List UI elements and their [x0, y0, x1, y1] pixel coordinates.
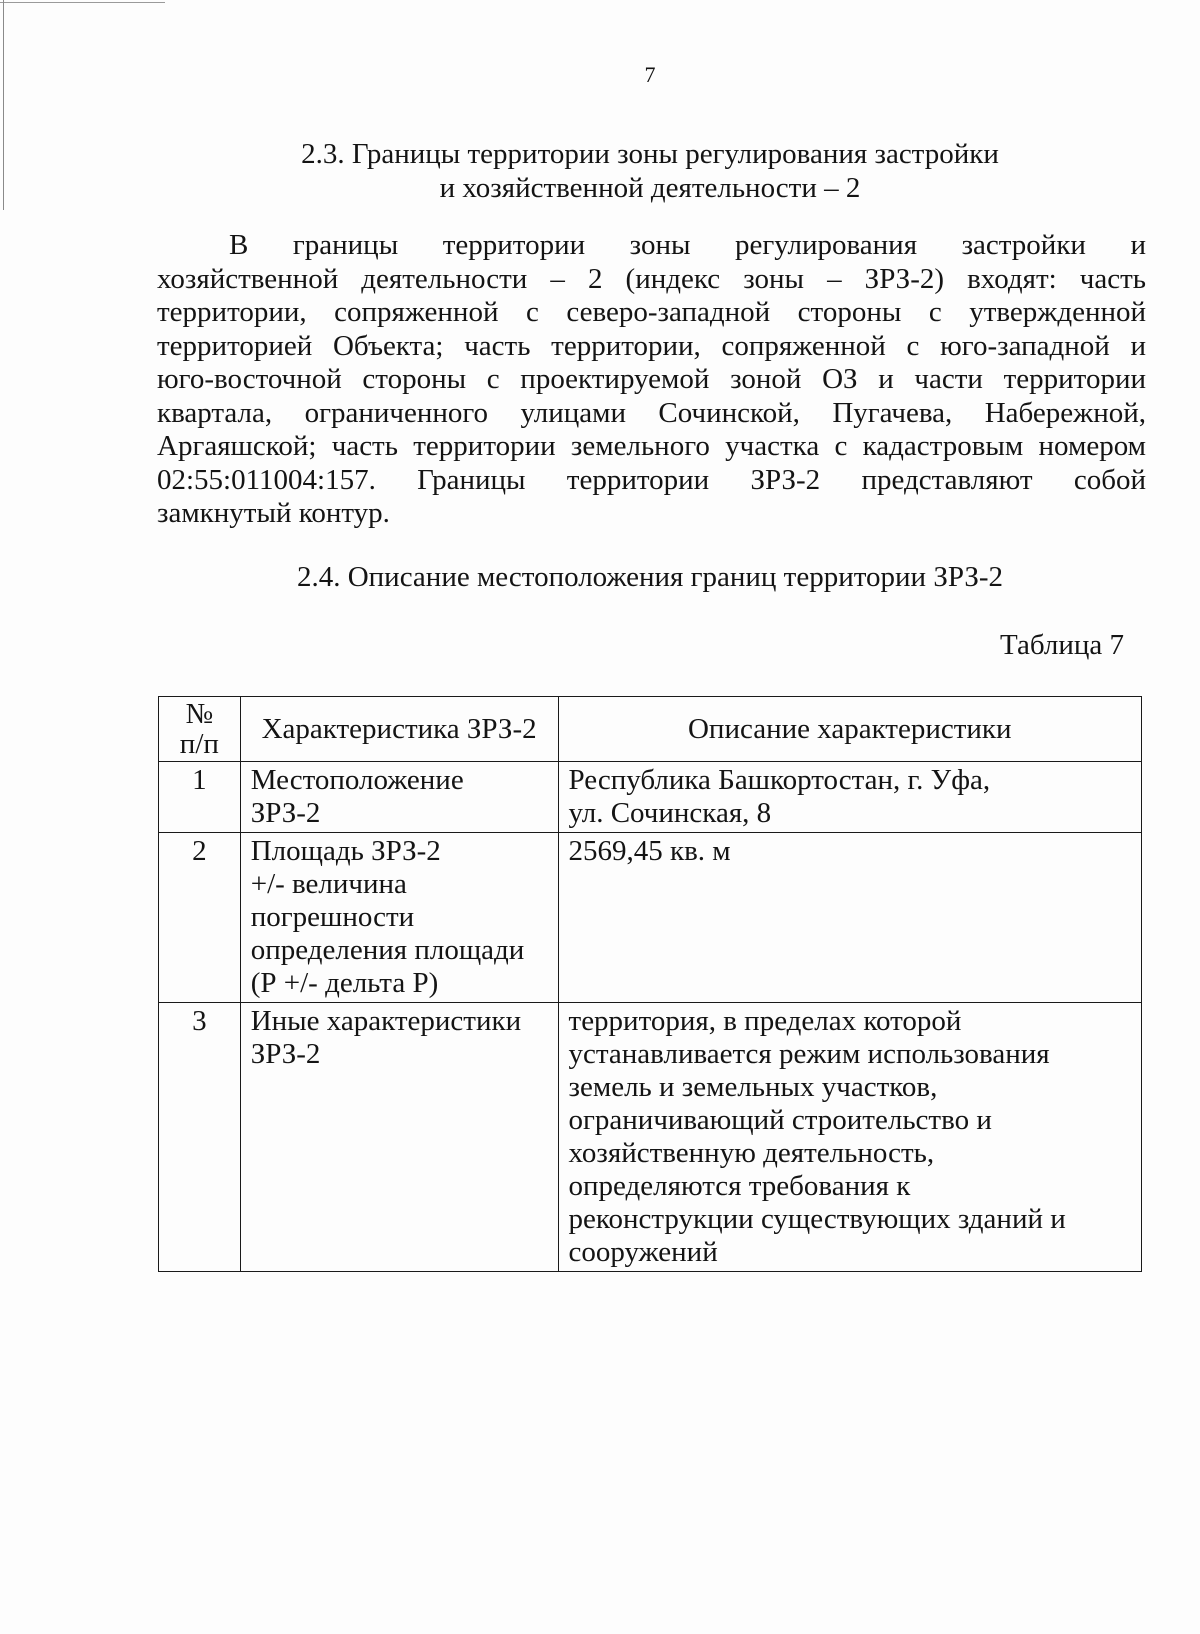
header-description: Описание характеристики [558, 697, 1141, 762]
row-number: 3 [159, 1003, 241, 1272]
paragraph-line: В границы территории зоны регулирования застройки и [229, 229, 1146, 261]
row-description [558, 1003, 1141, 1272]
characteristics-table [158, 696, 1142, 1272]
paragraph-line: 02:55:011004:157. Границы территории ЗРЗ-2 представляют собой [157, 463, 1146, 496]
cell-line: ограничивающий строительство и [568, 1104, 992, 1136]
paragraph-line: территорией Объекта; часть территории, сопряженной с юго-западной и [157, 329, 1146, 362]
cell-line: ул. Сочинская, 8 [568, 797, 772, 829]
row-description [558, 762, 1141, 833]
table-row [159, 1003, 1142, 1272]
row-description [558, 833, 1141, 1003]
paragraph-line: квартала, ограниченного улицами Сочинской, Пугачева, Набережной, [157, 396, 1146, 429]
cell-line: (Р +/- дельта Р) [250, 967, 439, 999]
paragraph-line: хозяйственной деятельности – 2 (индекс зоны – ЗРЗ-2) входят: часть [157, 262, 1146, 295]
zone-boundaries-paragraph [157, 229, 1146, 531]
section-title-2-3-line1: 2.3. Границы территории зоны регулирования застройки [301, 138, 999, 170]
section-title-2-4: 2.4. Описание местоположения границ территории ЗРЗ-2 [296, 561, 1004, 593]
table-row [159, 833, 1142, 1003]
row-characteristic [240, 762, 558, 833]
row-characteristic [240, 1003, 558, 1272]
header-number [159, 697, 241, 762]
cell-line: хозяйственную деятельность, [568, 1137, 935, 1169]
cell-line: погрешности [250, 901, 415, 933]
header-number-symbol: № [185, 698, 214, 730]
section-title-2-3 [0, 137, 1200, 205]
page-number: 7 [644, 62, 656, 87]
cell-line: Иные характеристики [250, 1005, 522, 1037]
header-number-abbrev: п/п [179, 728, 219, 760]
paragraph-line: территории, сопряженной с северо-западной стороны с утвержденной [157, 296, 1146, 328]
cell-line: устанавливается режим использования [568, 1038, 1050, 1070]
paragraph-line: замкнутый контур. [157, 497, 390, 529]
cell-line: земель и земельных участков, [568, 1071, 938, 1103]
cell-line: ЗРЗ-2 [250, 797, 321, 829]
section-title-2-3-line2: и хозяйственной деятельности – 2 [439, 172, 861, 204]
cell-line: определения площади [250, 934, 525, 966]
paragraph-line: Аргаяшской; часть территории земельного участка с кадастровым номером [157, 430, 1146, 462]
row-number: 2 [159, 833, 241, 1003]
cell-line: территория, в пределах которой [568, 1005, 962, 1037]
scan-edge-top [0, 2, 165, 3]
row-number: 1 [159, 762, 241, 833]
header-characteristic: Характеристика ЗРЗ-2 [240, 697, 558, 762]
cell-line: 2569,45 кв. м [568, 835, 731, 867]
cell-line: Местоположение [250, 764, 464, 796]
cell-line: +/- величина [250, 868, 407, 900]
cell-line: ЗРЗ-2 [250, 1038, 321, 1070]
cell-line: Площадь ЗРЗ-2 [250, 835, 441, 867]
table-header-row [159, 697, 1142, 762]
table-row [159, 762, 1142, 833]
row-characteristic [240, 833, 558, 1003]
paragraph-line: юго-восточной стороны с проектируемой зоной ОЗ и части территории [157, 363, 1146, 395]
table-caption: Таблица 7 [1000, 629, 1125, 661]
cell-line: реконструкции существующих зданий и [568, 1203, 1066, 1235]
cell-line: Республика Башкортостан, г. Уфа, [568, 764, 991, 796]
cell-line: сооружений [568, 1236, 718, 1268]
cell-line: определяются требования к [568, 1170, 911, 1202]
